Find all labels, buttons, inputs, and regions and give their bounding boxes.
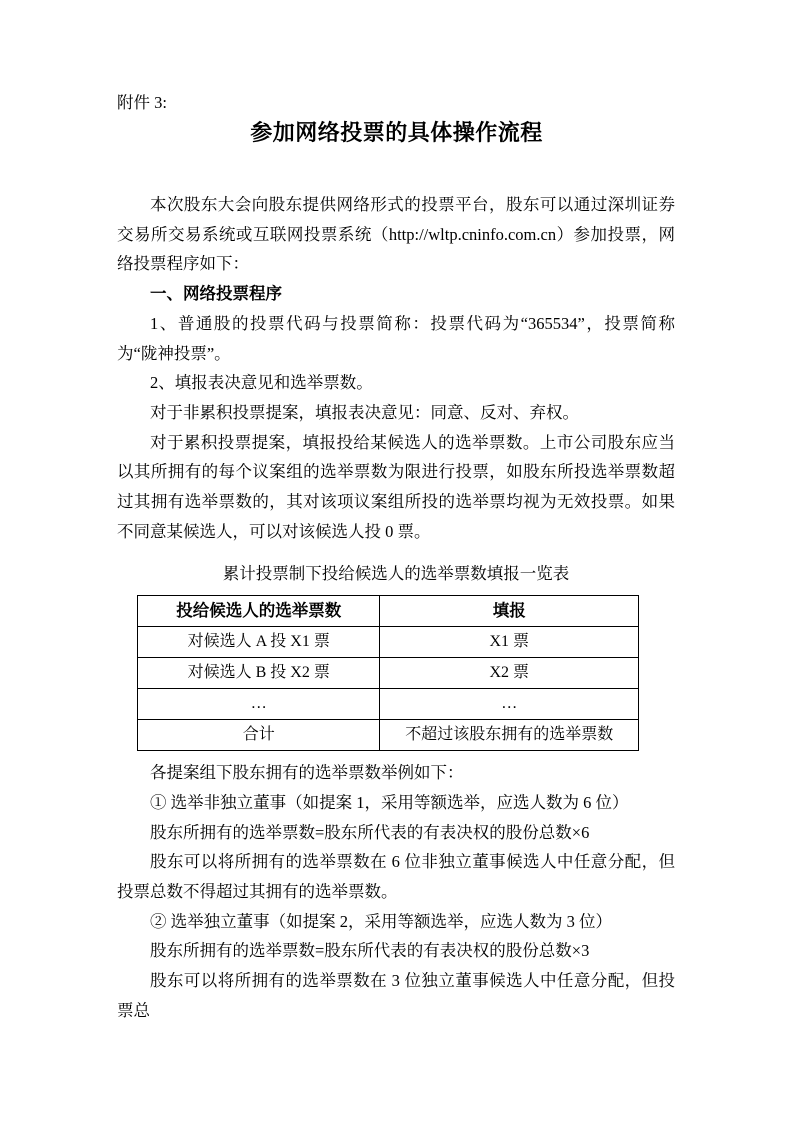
page-title: 参加网络投票的具体操作流程 — [250, 120, 543, 145]
paragraph-example1-note: 股东可以将所拥有的选举票数在 6 位非独立董事候选人中任意分配，但投票总数不得超过其拥有的选举票数。 — [117, 852, 675, 901]
paragraph-example1-heading: ① 选举非独立董事（如提案 1，采用等额选举，应选人数为 6 位） — [150, 792, 629, 812]
paragraph-example1-formula: 股东所拥有的选举票数=股东所代表的有表决权的股份总数×6 — [150, 822, 590, 842]
paragraph-vote-code: 1、普通股的投票代码与投票简称：投票代码为“365534”，投票简称为“陇神投票”。 — [117, 313, 675, 363]
table-row-candidate-b — [138, 658, 639, 689]
paragraph-non-cumulative: 对于非累积投票提案，填报表决意见：同意、反对、弃权。 — [150, 402, 579, 422]
paragraph-example2-note-partial: 股东可以将所拥有的选举票数在 3 位独立董事候选人中任意分配，但投票总 — [117, 971, 675, 1020]
vote-fill-table — [137, 595, 639, 751]
paragraph-examples-intro: 各提案组下股东拥有的选举票数举例如下： — [150, 763, 464, 783]
table-row-ellipsis — [138, 689, 639, 720]
table-row-candidate-a — [138, 627, 639, 658]
table-cell-candidate-a-value: X1 票 — [380, 627, 639, 658]
attachment-label: 附件 3: — [117, 93, 167, 112]
table-cell-ellipsis-value: … — [380, 689, 639, 720]
table-cell-total-value: 不超过该股东拥有的选举票数 — [380, 720, 639, 751]
table-cell-total-label: 合计 — [138, 720, 380, 751]
table-header-votes-to-candidate: 投给候选人的选举票数 — [138, 596, 380, 627]
paragraph-example2-heading: ② 选举独立董事（如提案 2，采用等额选举，应选人数为 3 位） — [150, 911, 612, 931]
table-cell-candidate-a-label: 对候选人 A 投 X1 票 — [138, 627, 380, 658]
paragraph-fill-in-opinion: 2、填报表决意见和选举票数。 — [150, 373, 373, 393]
paragraph-intro: 本次股东大会向股东提供网络形式的投票平台，股东可以通过深圳证券交易所交易系统或互联网投票系统（http://wltp.cninfo.com.cn）参加投票，网络投票程序如下： — [117, 195, 675, 274]
table-header-row — [138, 596, 639, 627]
table-cell-candidate-b-label: 对候选人 B 投 X2 票 — [138, 658, 380, 689]
table-cell-ellipsis-label: … — [138, 689, 380, 720]
section-heading-network-voting-procedure: 一、网络投票程序 — [150, 284, 282, 304]
table-row-total — [138, 720, 639, 751]
table-caption: 累计投票制下投给候选人的选举票数填报一览表 — [222, 564, 570, 584]
table-cell-candidate-b-value: X2 票 — [380, 658, 639, 689]
document-body — [117, 190, 675, 1025]
table-header-fill-in: 填报 — [380, 596, 639, 627]
paragraph-example2-formula: 股东所拥有的选举票数=股东所代表的有表决权的股份总数×3 — [150, 941, 590, 961]
paragraph-cumulative: 对于累积投票提案，填报投给某候选人的选举票数。上市公司股东应当以其所拥有的每个议案组的选举票数为限进行投票，如股东所投选举票数超过其拥有选举票数的，其对该项议案组所投的选举票均视为无效投票。如果不同意某候选人，可以对该候选人投 0 票。 — [117, 432, 675, 541]
